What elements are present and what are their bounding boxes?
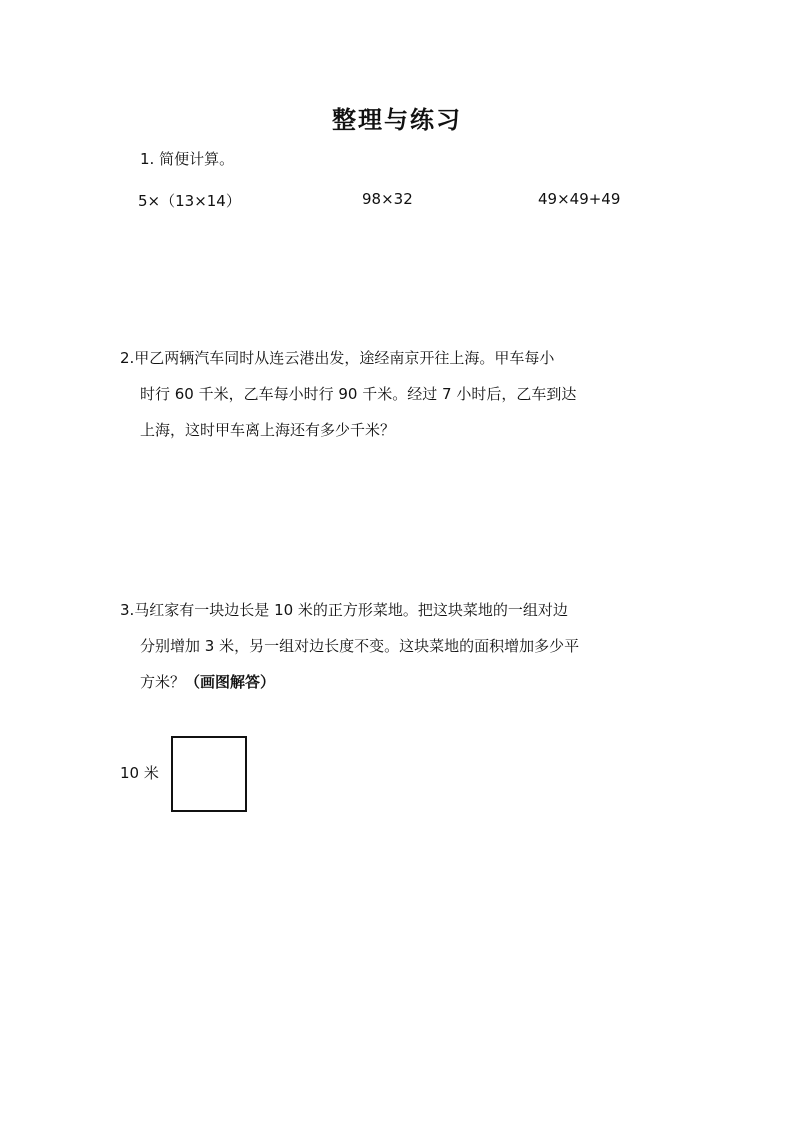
expression-3: 49×49+49 (538, 190, 621, 208)
question-3-line-1: 3.马红家有一块边长是 10 米的正方形菜地。把这块菜地的一组对边 (120, 601, 568, 619)
square-side-label: 10 米 (120, 764, 159, 782)
page-title: 整理与练习 (332, 105, 462, 134)
draw-to-answer-note: （画图解答） (185, 673, 276, 691)
expression-1: 5×（13×14） (138, 192, 241, 210)
question-2 (120, 340, 680, 448)
question-3-line-3 (120, 664, 680, 700)
question-3-line-2: 分别增加 3 米，另一组对边长度不变。这块菜地的面积增加多少平 (140, 637, 580, 655)
square-figure (171, 736, 247, 812)
question-3 (120, 592, 680, 700)
expression-2: 98×32 (362, 190, 413, 208)
question-3-line-3-text: 方米？ (140, 673, 186, 691)
question-1-heading: 1. 简便计算。 (140, 150, 235, 168)
question-2-line-3: 上海，这时甲车离上海还有多少千米？ (140, 421, 396, 439)
question-2-line-2: 时行 60 千米，乙车每小时行 90 千米。经过 7 小时后，乙车到达 (140, 385, 577, 403)
question-2-line-1: 2.甲乙两辆汽车同时从连云港出发，途经南京开往上海。甲车每小 (120, 349, 555, 367)
